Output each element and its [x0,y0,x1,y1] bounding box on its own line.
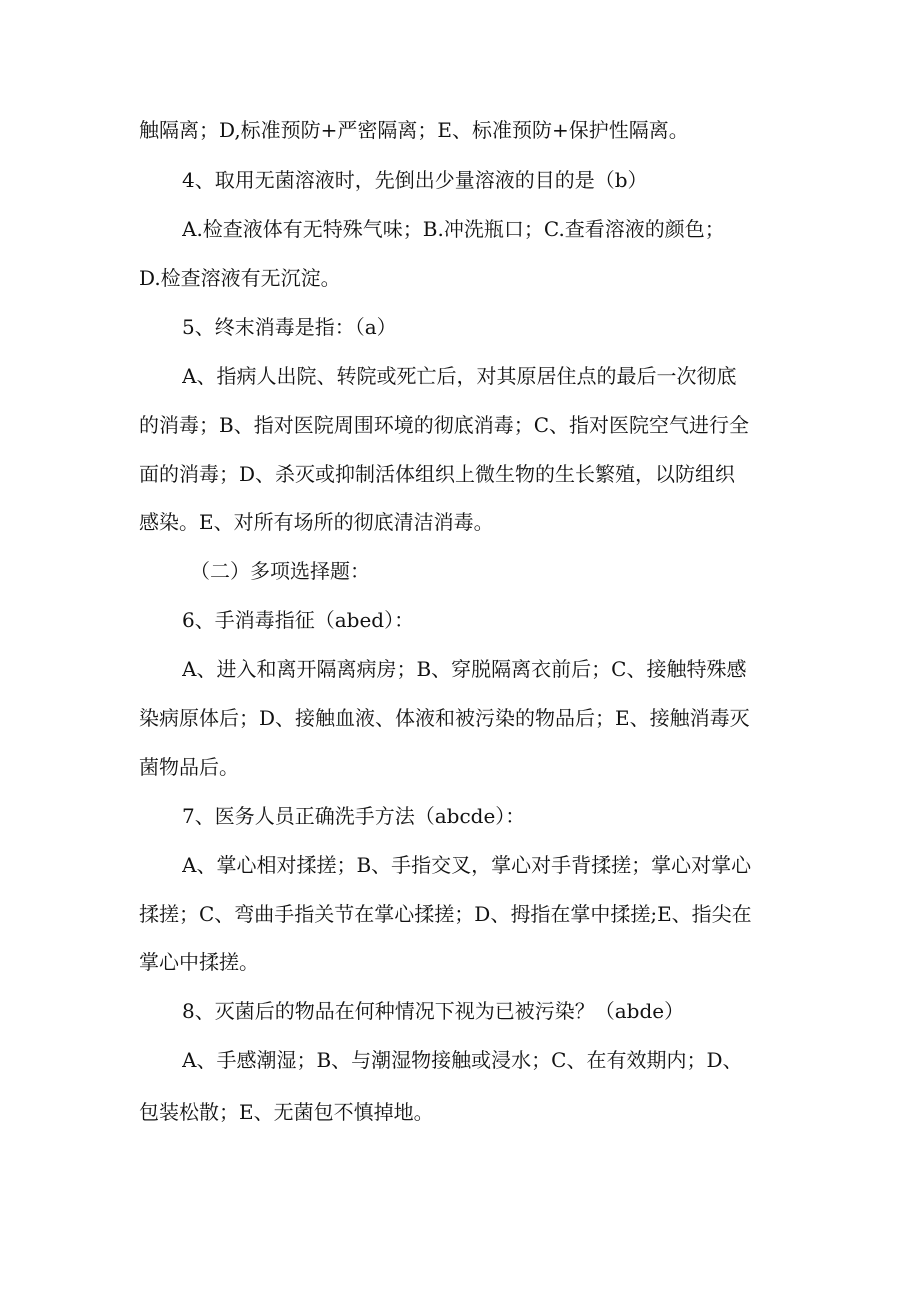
question-5-options: A、指病人出院、转院或死亡后，对其原居住点的最后一次彻底 [182,364,737,388]
text-line: D.检查溶液有无沉淀。 [139,266,341,290]
text-line: 菌物品后。 [139,755,239,779]
question-7-options: A、掌心相对揉搓；B、手指交叉，掌心对手背揉搓；掌心对掌心 [182,853,752,877]
section-heading: （二）多项选择题： [190,559,370,583]
text-line: 面的消毒；D、杀灭或抑制活体组织上微生物的生长繁殖，以防组织 [139,462,736,486]
question-7: 7、医务人员正确洗手方法（abcde）： [182,804,526,828]
text-line: 的消毒；B、指对医院周围环境的彻底消毒；C、指对医院空气进行全 [139,413,749,437]
question-5: 5、终末消毒是指：（a） [182,315,397,339]
text-line: 触隔离；D,标准预防+严密隔离；E、标准预防+保护性隔离。 [139,118,689,142]
text-line: 包装松散；E、无菌包不慎掉地。 [139,1100,434,1124]
text-line: 掌心中揉搓。 [139,950,259,974]
text-line: 染病原体后；D、接触血液、体液和被污染的物品后；E、接触消毒灭 [139,706,750,730]
question-4-options: A.检查液体有无特殊气味；B.冲洗瓶口；C.查看溶液的颜色； [182,217,725,241]
text-line: 感染。E、对所有场所的彻底清洁消毒。 [139,510,494,534]
question-6: 6、手消毒指征（abed）： [182,608,415,632]
question-4: 4、取用无菌溶液时，先倒出少量溶液的目的是（b） [182,168,648,192]
question-6-options: A、进入和离开隔离病房；B、穿脱隔离衣前后；C、接触特殊感 [182,657,747,681]
text-line: 揉搓；C、弯曲手指关节在掌心揉搓；D、拇指在掌中揉搓;E、指尖在 [139,902,752,926]
question-8-options: A、手感潮湿；B、与潮湿物接触或浸水；C、在有效期内；D、 [182,1048,743,1072]
question-8: 8、灭菌后的物品在何种情况下视为已被污染？（abde） [182,999,685,1023]
